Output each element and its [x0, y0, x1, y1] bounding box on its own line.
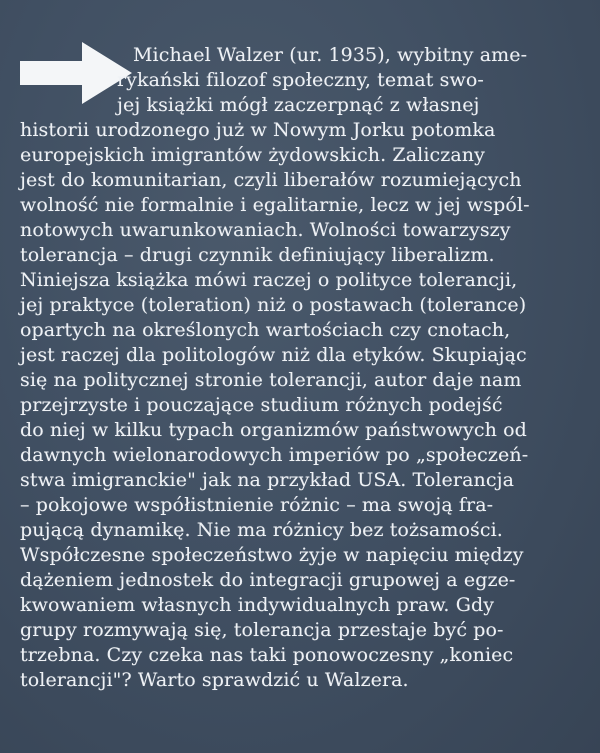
blurb-line: grupy rozmywają się, tolerancja przestaje być po-: [20, 619, 504, 641]
blurb-line: kwowaniem własnych indywidualnych praw. Gdy: [20, 594, 495, 616]
right-arrow-icon: [20, 42, 132, 104]
blurb-line: stwa imigranckie" jak na przykład USA. Tolerancja: [20, 469, 515, 491]
blurb-line: jej praktyce (toleration) niż o postawach (tolerance): [20, 294, 527, 316]
blurb-line: rykański filozof społeczny, temat swo-: [117, 69, 484, 91]
blurb-line: dążeniem jednostek do integracji grupowej a egze-: [20, 569, 516, 591]
blurb-line: trzebna. Czy czeka nas taki ponowoczesny „koniec: [20, 644, 514, 666]
blurb-line: tolerancja – drugi czynnik definiujący liberalizm.: [20, 244, 495, 266]
blurb-line: jej książki mógł zaczerpnąć z własnej: [117, 94, 480, 116]
blurb-line: tolerancji"? Warto sprawdzić u Walzera.: [20, 669, 409, 691]
blurb-line: pującą dynamikę. Nie ma różnicy bez tożsamości.: [20, 519, 503, 541]
blurb-line: do niej w kilku typach organizmów państwowych od: [20, 419, 527, 441]
blurb-line: – pokojowe współistnienie różnic – ma swoją fra-: [20, 494, 494, 516]
blurb-line: jest do komunitarian, czyli liberałów rozumiejących: [20, 169, 522, 191]
blurb-line: europejskich imigrantów żydowskich. Zaliczany: [20, 144, 485, 166]
blurb-line: notowych uwarunkowaniach. Wolności towarzyszy: [20, 219, 511, 241]
blurb-line: Współczesne społeczeństwo żyje w napięciu między: [20, 544, 524, 566]
blurb-line: Michael Walzer (ur. 1935), wybitny ame-: [133, 44, 528, 66]
blurb-line: wolność nie formalnie i egalitarnie, lecz w jej wspól-: [20, 194, 530, 216]
blurb-line: jest raczej dla politologów niż dla etyków. Skupiając: [20, 344, 527, 366]
blurb-line: dawnych wielonarodowych imperiów po „społeczeń-: [20, 444, 529, 466]
blurb-line: się na politycznej stronie tolerancji, autor daje nam: [20, 369, 522, 391]
blurb-line: historii urodzonego już w Nowym Jorku potomka: [20, 119, 496, 141]
blurb-line: przejrzyste i pouczające studium różnych podejść: [20, 394, 503, 416]
blurb-line: opartych na określonych wartościach czy cnotach,: [20, 319, 511, 341]
blurb-line: Niniejsza książka mówi raczej o polityce tolerancji,: [20, 269, 518, 291]
